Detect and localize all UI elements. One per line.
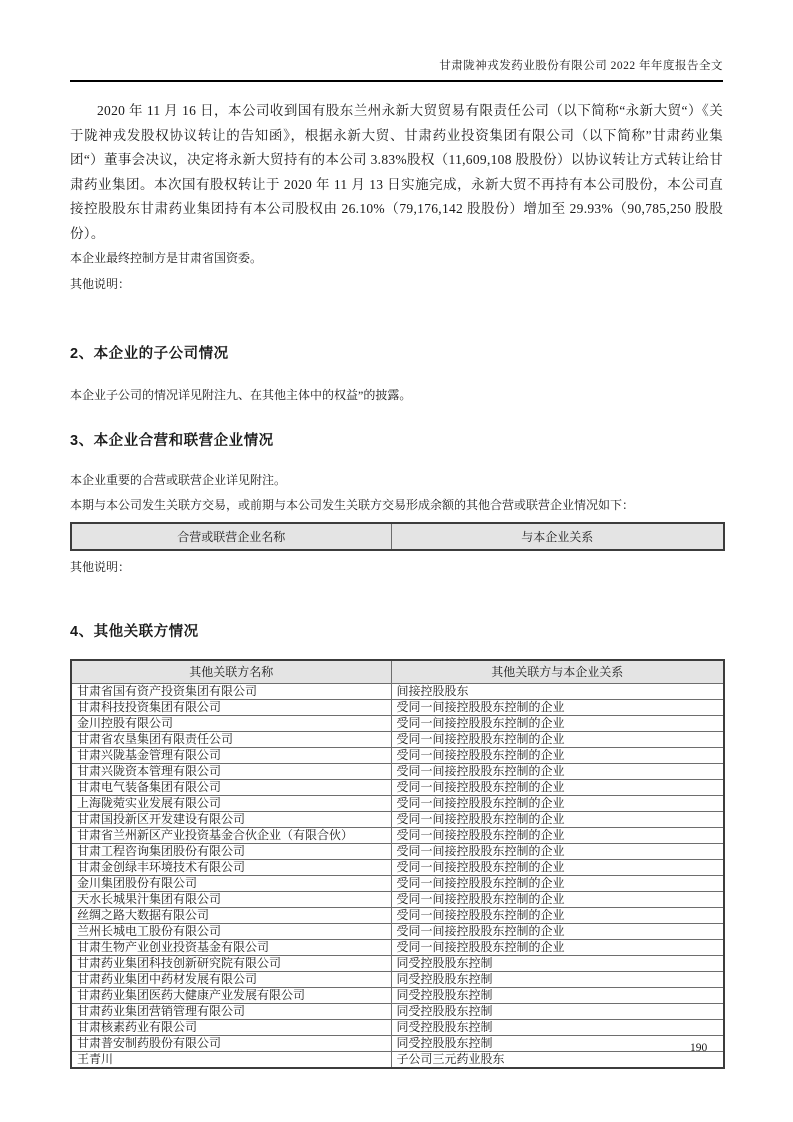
related-party-table: [70, 659, 725, 1069]
table-row: [71, 1051, 724, 1068]
table-cell: 同受控股股东控制: [391, 1019, 724, 1035]
table-row: [71, 955, 724, 971]
table-row: [71, 1035, 724, 1051]
table-cell: 间接控股股东: [391, 683, 724, 699]
table-cell: 同受控股股东控制: [391, 955, 724, 971]
table-row: [71, 827, 724, 843]
table-cell: 受同一间接控股股东控制的企业: [391, 731, 724, 747]
table-cell: 金川控股有限公司: [71, 715, 391, 731]
table-cell: 甘肃药业集团科技创新研究院有限公司: [71, 955, 391, 971]
table-cell: 王青川: [71, 1051, 391, 1068]
table-row: [71, 715, 724, 731]
table-row: [71, 923, 724, 939]
table-cell: 受同一间接控股股东控制的企业: [391, 827, 724, 843]
table-cell: 甘肃兴陇资本管理有限公司: [71, 763, 391, 779]
table-cell: 甘肃科技投资集团有限公司: [71, 699, 391, 715]
table-row: [71, 811, 724, 827]
table-cell: 受同一间接控股股东控制的企业: [391, 779, 724, 795]
table-cell: 甘肃省国有资产投资集团有限公司: [71, 683, 391, 699]
table-row: [71, 795, 724, 811]
table-row: [71, 763, 724, 779]
table-row: [71, 907, 724, 923]
table-cell: 甘肃生物产业创业投资基金有限公司: [71, 939, 391, 955]
table-cell: 子公司三元药业股东: [391, 1051, 724, 1068]
table-cell: 同受控股股东控制: [391, 1035, 724, 1051]
table-row: [71, 731, 724, 747]
table-cell: 上海陇菀实业发展有限公司: [71, 795, 391, 811]
column-header: 其他关联方与本企业关系: [391, 660, 724, 683]
equity-transfer-paragraph: 2020 年 11 月 16 日，本公司收到国有股东兰州永新大贸贸易有限责任公司（以下简称“永新大贸“）《关于陇神戎发股权协议转让的告知函》，根据永新大贸、甘肃药业投资集团有限公司（以下简称”甘肃药业集团“）董事会决议，决定将永新大贸持有的本公司 3.83%股权（11,609,108 股股份）以协议转让方式转让给甘肃药业集团。本次国有股权转让于 2020 年 11 月 13 日实施完成，永新大贸不再持有本公司股份，本公司直接控股股东甘肃药业集团持有本公司股权由 26.10%（79,176,142 股股份）增加至 29.93%（90,785,250 股股份）。: [70, 103, 723, 241]
table-cell: 受同一间接控股股东控制的企业: [391, 875, 724, 891]
table-row: [71, 683, 724, 699]
table-cell: 受同一间接控股股东控制的企业: [391, 747, 724, 763]
table-cell: 受同一间接控股股东控制的企业: [391, 907, 724, 923]
section-3-body-2: 本期与本公司发生关联方交易，或前期与本公司发生关联方交易形成余额的其他合营或联营企业情况如下：: [70, 498, 635, 512]
table-cell: 受同一间接控股股东控制的企业: [391, 699, 724, 715]
table-row: [71, 1003, 724, 1019]
table-row: [71, 843, 724, 859]
table-row: [71, 747, 724, 763]
table-cell: 甘肃药业集团中药材发展有限公司: [71, 971, 391, 987]
table-cell: 甘肃药业集团医药大健康产业发展有限公司: [71, 987, 391, 1003]
table-row: [71, 971, 724, 987]
table-cell: 甘肃兴陇基金管理有限公司: [71, 747, 391, 763]
table-cell: 兰州长城电工股份有限公司: [71, 923, 391, 939]
table-cell: 受同一间接控股股东控制的企业: [391, 763, 724, 779]
table-cell: 甘肃工程咨询集团股份有限公司: [71, 843, 391, 859]
table-cell: 甘肃国投新区开发建设有限公司: [71, 811, 391, 827]
table-row: [71, 779, 724, 795]
table-row: [71, 875, 724, 891]
table-cell: 天水长城果汁集团有限公司: [71, 891, 391, 907]
table-row: [71, 939, 724, 955]
column-header: 合营或联营企业名称: [71, 523, 391, 550]
other-note-label: 其他说明：: [70, 277, 131, 291]
table-cell: 受同一间接控股股东控制的企业: [391, 811, 724, 827]
table-header-row: [71, 523, 724, 550]
table-cell: 受同一间接控股股东控制的企业: [391, 795, 724, 811]
section-3-body-1: 本企业重要的合营或联营企业详见附注。: [70, 473, 287, 487]
table-cell: 同受控股股东控制: [391, 987, 724, 1003]
table-row: [71, 1019, 724, 1035]
joint-venture-table: [70, 522, 725, 551]
table-cell: 受同一间接控股股东控制的企业: [391, 859, 724, 875]
section-2-body: 本企业子公司的情况详见附注九、在其他主体中的权益”的披露。: [70, 388, 412, 402]
table-cell: 金川集团股份有限公司: [71, 875, 391, 891]
running-header: 甘肃陇神戎发药业股份有限公司 2022 年年度报告全文: [70, 0, 723, 82]
column-header: 与本企业关系: [391, 523, 724, 550]
table-cell: 甘肃电气装备集团有限公司: [71, 779, 391, 795]
table-cell: 甘肃金创绿丰环境技术有限公司: [71, 859, 391, 875]
table-row: [71, 891, 724, 907]
table-cell: 同受控股股东控制: [391, 1003, 724, 1019]
section-2-heading: 2、本企业的子公司情况: [70, 346, 229, 362]
table-cell: 同受控股股东控制: [391, 971, 724, 987]
table-row: [71, 859, 724, 875]
table-cell: 甘肃核素药业有限公司: [71, 1019, 391, 1035]
table-cell: 受同一间接控股股东控制的企业: [391, 715, 724, 731]
table-cell: 甘肃省农垦集团有限责任公司: [71, 731, 391, 747]
section-3-heading: 3、本企业合营和联营企业情况: [70, 433, 274, 449]
table-row: [71, 987, 724, 1003]
table-cell: 丝绸之路大数据有限公司: [71, 907, 391, 923]
column-header: 其他关联方名称: [71, 660, 391, 683]
section-4-heading: 4、其他关联方情况: [70, 624, 199, 640]
table-cell: 受同一间接控股股东控制的企业: [391, 843, 724, 859]
table-cell: 受同一间接控股股东控制的企业: [391, 923, 724, 939]
table-cell: 受同一间接控股股东控制的企业: [391, 891, 724, 907]
other-note-label: 其他说明：: [70, 560, 131, 574]
table-cell: 甘肃省兰州新区产业投资基金合伙企业（有限合伙）: [71, 827, 391, 843]
page-number: 190: [690, 1042, 708, 1054]
table-header-row: [71, 660, 724, 683]
ultimate-controller-line: 本企业最终控制方是甘肃省国资委。: [70, 251, 263, 265]
table-cell: 甘肃普安制药股份有限公司: [71, 1035, 391, 1051]
table-cell: 甘肃药业集团营销管理有限公司: [71, 1003, 391, 1019]
table-cell: 受同一间接控股股东控制的企业: [391, 939, 724, 955]
table-row: [71, 699, 724, 715]
